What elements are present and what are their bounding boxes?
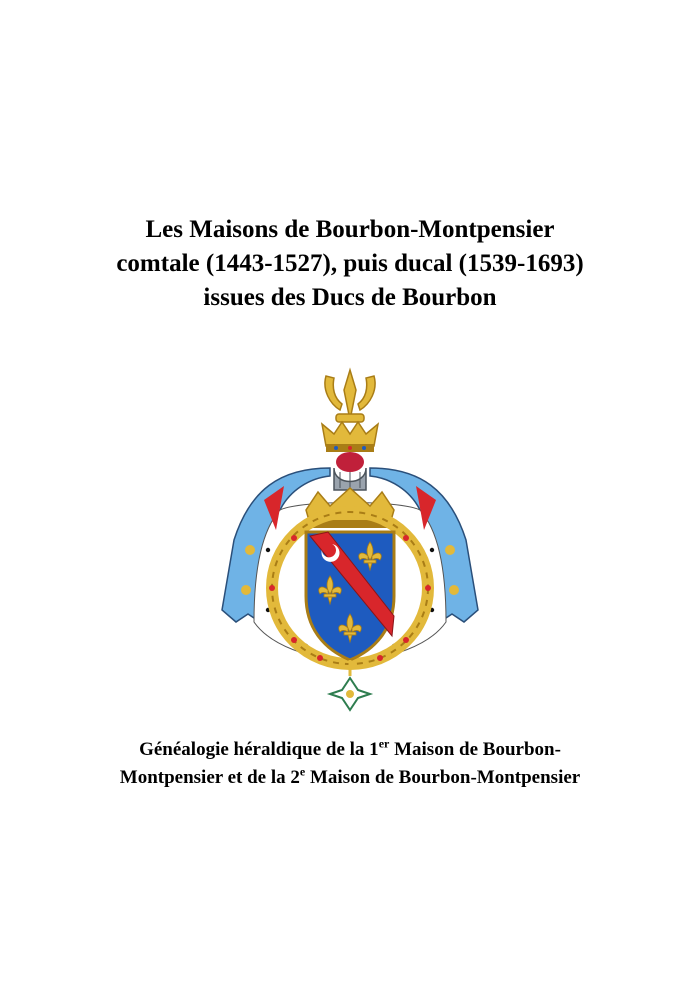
subtitle-line-2 <box>40 764 660 792</box>
title-line-2: comtale (1443-1527), puis ducal (1539-1693) <box>116 249 584 277</box>
subtitle-text: Maison de Bourbon-Montpensier <box>305 767 581 788</box>
title-line-3: issues des Ducs de Bourbon <box>203 283 497 311</box>
document-subtitle <box>40 736 660 792</box>
superscript: e <box>299 764 306 779</box>
helmet <box>334 452 366 490</box>
coat-of-arms-icon <box>210 360 490 720</box>
title-line-1: Les Maisons de Bourbon-Montpensier <box>145 215 555 243</box>
superscript: er <box>378 736 390 751</box>
subtitle-text: Maison de Bourbon- <box>389 739 561 760</box>
document-title <box>40 213 660 315</box>
subtitle-line-1 <box>40 736 660 764</box>
crest <box>325 370 375 422</box>
coronet <box>322 422 378 452</box>
subtitle-text: Généalogie héraldique de la 1 <box>139 739 379 760</box>
subtitle-text: Montpensier et de la 2 <box>119 767 300 788</box>
